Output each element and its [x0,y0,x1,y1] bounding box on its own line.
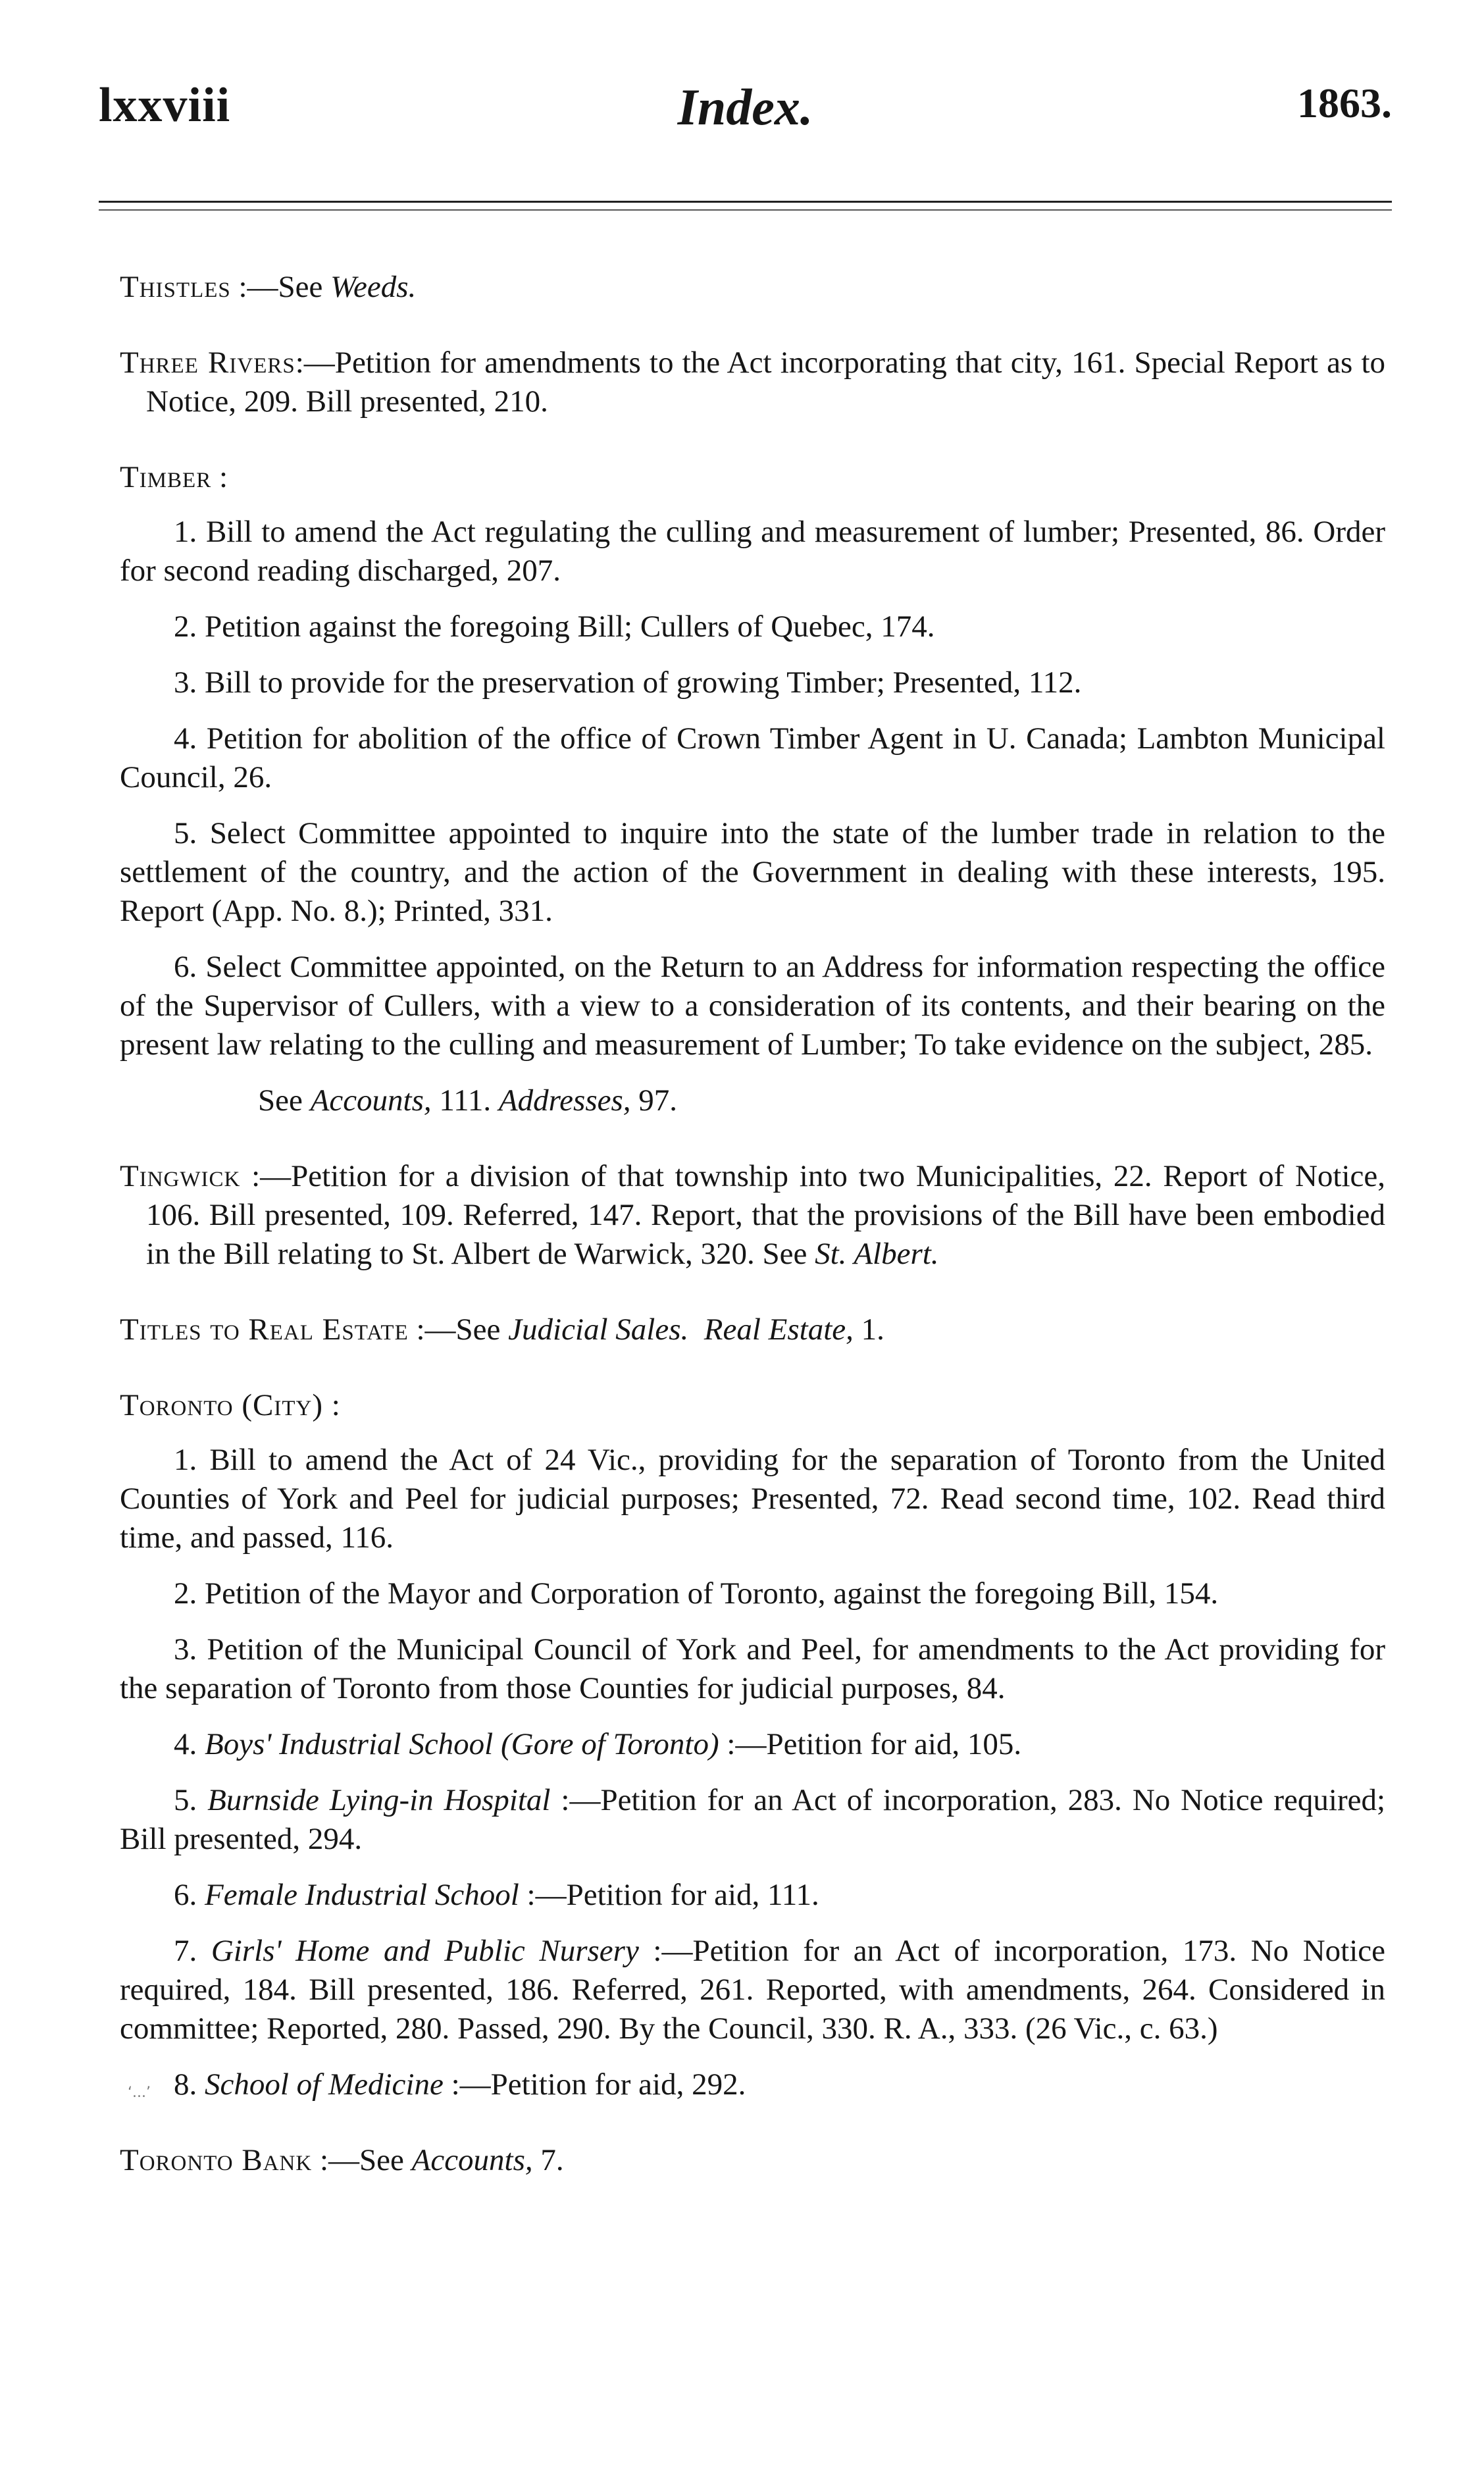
cross-reference: Accounts, [310,1083,432,1118]
timber-item-2: 2. Petition against the foregoing Bill; Cullers of Quebec, 174. [174,609,935,644]
entry-heading: Titles to Real Estate [120,1312,409,1347]
toronto-item-2: 2. Petition of the Mayor and Corporation of Toronto, against the foregoing Bill, 154. [174,1576,1219,1611]
item-text: :—Petition for aid, 292. [443,2067,746,2102]
institution-name: Female Industrial School [205,1878,519,1912]
entry-heading: Thistles [120,270,231,304]
toronto-item-7 [120,1932,1385,2048]
toronto-item-3: 3. Petition of the Municipal Council of York and Peel, for amendments to the Act providing for the separation of Toronto from those Counties for judicial purposes, 84. [120,1632,1385,1705]
see-prefix: See [258,1083,311,1118]
page-ref: 111. [431,1083,499,1118]
year: 1863. [1297,80,1392,126]
timber-see-also [120,1081,1385,1120]
entry-heading-line [120,1386,1385,1425]
item-number: 5. [174,1783,208,1817]
item-text: :—Petition for an Act of incorporation, 173. No Notice required, 184. Bill presented, 186. Referred, 261. Reported, with amendments, 264. Considered in committee; Reported, 280. Passed, 290. By the Council, 330. R. A., 333. (26 Vic., c. 63.) [120,1934,1386,2046]
entry-heading: Timber [120,460,212,494]
toronto-item-5 [120,1781,1385,1859]
entry-titles-real-estate [120,1310,1385,1349]
header-rule-thin [99,209,1392,211]
entry-text: :—See [408,1312,509,1347]
cross-reference: Addresses, [498,1083,631,1118]
entry-text: :—See [312,2143,412,2177]
timber-item-6: 6. Select Committee appointed, on the Return to an Address for information respecting the office of the Supervisor of Cullers, with a view to a consideration of its contents, and their bearing on the present law relating to the culling and measurement of Lumber; To take evidence on the subject, 285. [120,950,1385,1062]
toronto-item-1: 1. Bill to amend the Act of 24 Vic., providing for the separation of Toronto from the United Counties of York and Peel for judicial purposes; Presented, 72. Read second time, 102. Read third time, and passed, 116. [120,1443,1385,1555]
entry-toronto-bank [120,2141,1385,2180]
entry-colon: : [211,460,228,494]
page-ref: 97. [630,1083,678,1118]
entry-timber [120,458,1385,1120]
item-text: :—Petition for an Act of incorporation, 283. No Notice required; Bill presented, 294. [120,1783,1386,1856]
cross-reference: Accounts, [411,2143,533,2177]
entry-heading: Toronto Bank [120,2143,313,2177]
timber-item-3: 3. Bill to provide for the preservation of growing Timber; Presented, 112. [174,665,1082,700]
item-number: 4. [174,1727,205,1761]
margin-mark: ‘...’ [128,2085,151,2101]
entry-subheading: (City) : [233,1388,341,1422]
page-title: Index. [677,78,813,136]
toronto-item-8 [120,2065,1385,2104]
institution-name: Girls' Home and Public Nursery [211,1934,639,1968]
institution-name: School of Medicine [205,2067,444,2102]
toronto-item-6 [120,1876,1385,1915]
cross-reference: Judicial Sales. [508,1312,689,1347]
item-text: :—Petition for aid, 105. [719,1727,1022,1761]
running-head [99,78,1392,157]
index-content [120,237,1385,2217]
item-text: :—Petition for aid, 111. [519,1878,819,1912]
entry-text: :—Petition for a division of that township into two Municipalities, 22. Report of Notice, 106. Bill presented, 109. Referred, 147. Report, that the provisions of the Bill have been embodied in the Bill relating to St. Albert de Warwick, 320. See [146,1159,1385,1271]
entry-thistles [120,268,1385,307]
page-ref: 1. [853,1312,884,1347]
toronto-item-4 [120,1725,1385,1764]
institution-name: Burnside Lying-in Hospital [207,1783,551,1817]
entry-heading: Toronto [120,1388,234,1422]
institution-name: Boys' Industrial School (Gore of Toronto) [205,1727,719,1761]
item-number: 8. [174,2067,205,2102]
entry-toronto [120,1386,1385,2104]
timber-item-5: 5. Select Committee appointed to inquire into the state of the lumber trade in relation to the settlement of the country, and the action of the Government in dealing with these interests, 195. Report (App. No. 8.); Printed, 331. [120,816,1385,928]
entry-heading: Tingwick [120,1159,241,1193]
cross-reference: Weeds. [330,270,417,304]
item-number: 7. [174,1934,211,1968]
entry-heading-line [120,458,1385,497]
timber-item-1: 1. Bill to amend the Act regulating the culling and measurement of lumber; Presented, 86. Order for second reading discharged, 207. [120,515,1385,588]
page-number: lxxviii [99,78,231,132]
header-rule [99,201,1392,203]
cross-reference: Real Estate, [704,1312,854,1347]
entry-text: :—See [230,270,331,304]
page-ref: 7. [532,2143,564,2177]
item-number: 6. [174,1878,205,1912]
entry-tingwick [120,1157,1385,1274]
entry-heading: Three Rivers [120,346,295,380]
entry-three-rivers [120,344,1385,421]
cross-reference: St. Albert. [815,1237,939,1271]
entry-text: :—Petition for amendments to the Act incorporating that city, 161. Special Report as to Notice, 209. Bill presented, 210. [146,346,1386,419]
timber-item-4: 4. Petition for abolition of the office of Crown Timber Agent in U. Canada; Lambton Municipal Council, 26. [120,721,1385,794]
